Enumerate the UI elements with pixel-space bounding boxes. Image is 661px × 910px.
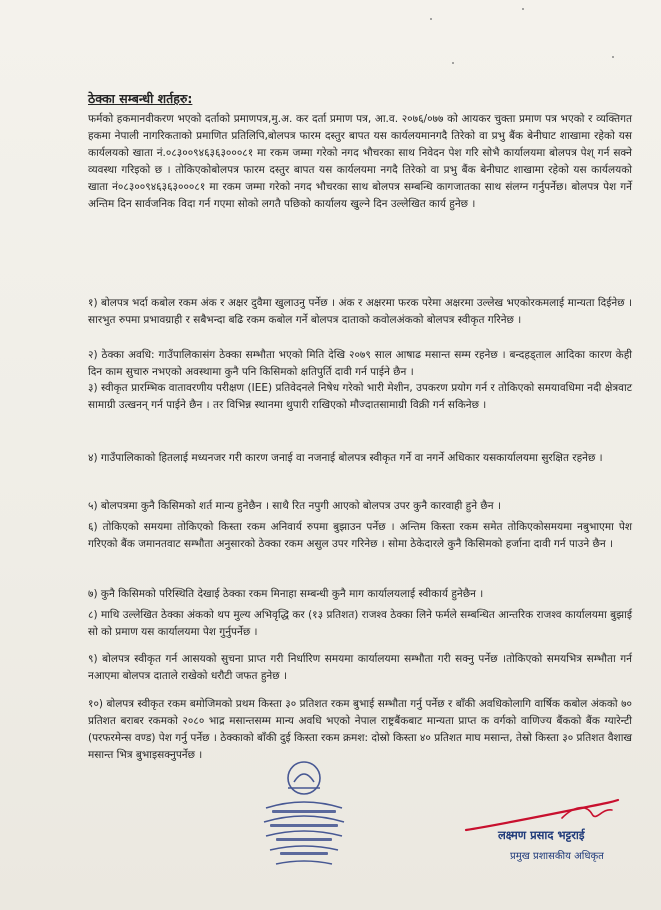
stamp-arc-4: [270, 846, 338, 850]
stamp-arc-1: [266, 802, 342, 808]
scan-speck: [612, 56, 614, 58]
scan-speck: [522, 8, 524, 10]
scan-speck: [452, 62, 454, 64]
clause-8: ८) माथि उल्लेखित ठेक्का अंकको थप मुल्य अभिवृद्धि कर (१३ प्रतिशत) राजश्व ठेक्का लिने फर्मले सम्बन्धित आन्तरिक राजश्व कार्यालयमा बुझाई सो को प्रमाण यस कार्यालयमा पेश गुर्नुपर्नेछ ।: [88, 609, 632, 638]
clause-7: ७) कुनै किसिमको परिस्थिति देखाई ठेक्का रकम मिनाहा सम्बन्धी कुनै माग कार्यालयलाई स्वीकार्य हुनेछैन ।: [88, 588, 484, 600]
intro-paragraph: फर्मको हकमानवीकरण भएको दर्ताको प्रमाणपत्र,मु.अ. कर दर्ता प्रमाण पत्र, आ.व. २०७६/०७७ को आयकर चुक्ता प्रमाण पत्र भएको र व्यक्तिगत हकमा नेपाली नागरिकताको प्रमाणित प्रतिलिपि,बोलपत्र फारम दस्तुर बापत यस कार्यलयमानगदै तिरेको वा प्रभु बैंक बेनीघाट शाखामा रहेको यस कार्यलयको खाता नं.०८३००९४६३६३०००८१ मा रकम जम्मा गरेको नगद भौचरका साथ निवेदन पेश गरि सोभै कार्यालयमा बोलपत्र पेश् गर्न सक्ने व्यवस्था गरिइको छ । तोकिएकोबोलपत्र फारम दस्तुर बापत यस कार्यलयमा नगदै तिरेको वा प्रभु बैंक बेनीघाट शाखामा रहेको यस कार्यलयको खाता नं०८३००९४६३६३०००८१ मा रकम जम्मा गरेको नगद भौचरका साथ बोलपत्र सम्बन्धि कागजातका साथ संलग्न गर्नुपर्नेछ। बोलपत्र पेश गर्ने अन्तिम दिन सार्वजनिक विदा गर्न गएमा सोको लगतै पछिको कार्यालय खुल्ने दिन उल्लेखित कार्य हुनेछ ।: [88, 113, 632, 210]
clause-3: ३) स्वीकृत प्रारम्भिक वातावरणीय परीक्षण (IEE) प्रतिवेदनले निषेध गरेको भारी मेशीन, उपकरण प्रयोग गर्न र तोकिएको समयावधिमा नदी क्षेत्रवाट सामाग्री उत्खनन् गर्न पाईने छैन । तर विभिन्न स्थानमा थुपारी राखिएको मौज्दातसामाग्री विक्री गर्न सकिनेछ ।: [88, 382, 632, 411]
stamp-arc-5: [276, 861, 332, 864]
section-heading: ठेक्का सम्बन्धी शर्तहरु:: [88, 91, 193, 106]
stamp-text-stroke-3: [276, 838, 332, 841]
stamp-arc-3: [266, 831, 342, 836]
signatory-title: प्रमुख प्रशासकीय अधिकृत: [510, 851, 604, 862]
official-stamp: [258, 748, 350, 876]
clause-1: १) बोलपत्र भर्दा कबोल रकम अंक र अक्षर दुवैमा खुलाउनु पर्नेछ । अंक र अक्षरमा फरक परेमा अक्षरमा उल्लेख भएकोरकमलाई मान्यता दिईनेछ । सारभुत रुपमा प्रभावग्राही र सबैभन्दा बढि रकम कबोल गर्ने बोलपत्र दाताको कवोलअंकको बोलपत्र स्वीकृत गरिनेछ ।: [88, 297, 632, 326]
stamp-text-stroke-1: [272, 810, 336, 813]
clause-2: २) ठेक्का अवधि: गाउँपालिकासंग ठेक्का सम्भौता भएको मिति देखि २०७९ साल आषाढ मसान्त सम्म रहनेछ । बन्दहड्ताल आदिका कारण केही दिन काम सुचारु नभएको अवस्थामा कुनै पनि किसिमको क्षतिपुर्ति दावी गर्न पाईने छैन ।: [88, 349, 632, 378]
stamp-arc-2: [264, 816, 344, 822]
signatory-name: लक्ष्मण प्रसाद भट्टराई: [498, 828, 585, 842]
scan-speck: [430, 18, 432, 20]
clause-9: ९) बोलपत्र स्वीकृत गर्न आसयको सुचना प्राप्त गरी निर्धारिण समयमा कार्यालयमा सम्भौता गरी सक्नु पर्नेछ ।तोकिएको समयभित्र सम्भौता गर्न नआएमा बोलपत्र दाताले राखेको धरौटी जफत हुनेछ ।: [88, 653, 632, 682]
stamp-emblem-mountain: [294, 774, 314, 782]
clause-4: ४) गाउँपालिकाको हितलाई मध्यनजर गरी कारण जनाई वा नजनाई बोलपत्र स्वीकृत गर्ने वा नगर्ने अधिकार यसकार्यालयमा सुरक्षित रहनेछ ।: [88, 452, 603, 464]
stamp-emblem-ring: [288, 762, 320, 794]
stamp-text-stroke-4: [280, 852, 328, 855]
clause-10: १०) बोलपत्र स्वीकृत रकम बमोजिमको प्रथम किस्ता ३० प्रतिशत रकम बुभाई सम्भौता गर्नु पर्नेछ र बाँकी अवधिकोलागि वार्षिक कबोल अंकको ७० प्रतिशत बराबर रकमको २०८० भाद्र मसान्तसम्म मान्य अवधि भएको नेपाल राष्ट्रबैंकबाट मान्यता प्राप्त क वर्गको वाणिज्य बैंकको बैंक ग्यारेन्टी (परफरमेन्स वण्ड) पेश गर्नु पर्नेछ । ठेक्काको बाँकी दुई किस्ता रकम क्रमश: दोस्रो किस्ता ४० प्रतिशत माघ मसान्त, तेस्रो किस्ता ३० प्रतिशत वैशाख मसान्त भित्र बुभाइसक्नुपर्नेछ ।: [88, 698, 632, 761]
clause-5: ५) बोलपत्रमा कुनै किसिमको शर्त मान्य हुनेछैन । साथै रित नपुगी आएको बोलपत्र उपर कुनै कारवाही हुने छैन ।: [88, 500, 501, 512]
stamp-text-stroke-2: [270, 824, 338, 827]
clause-6: ६) तोकिएको समयमा तोकिएको किस्ता रकम अनिवार्य रुपमा बुझाउन पर्नेछ । अन्तिम किस्ता रकम समेत तोकिएकोसमयमा नबुभाएमा पेश गरिएको बैंक जमानतवाट सम्भौता अनुसारको ठेक्का रकम असुल उपर गरिनेछ । सोमा ठेकेदारले कुनै किसिमको हर्जाना दावी गर्न पाउने छैन ।: [88, 521, 632, 550]
